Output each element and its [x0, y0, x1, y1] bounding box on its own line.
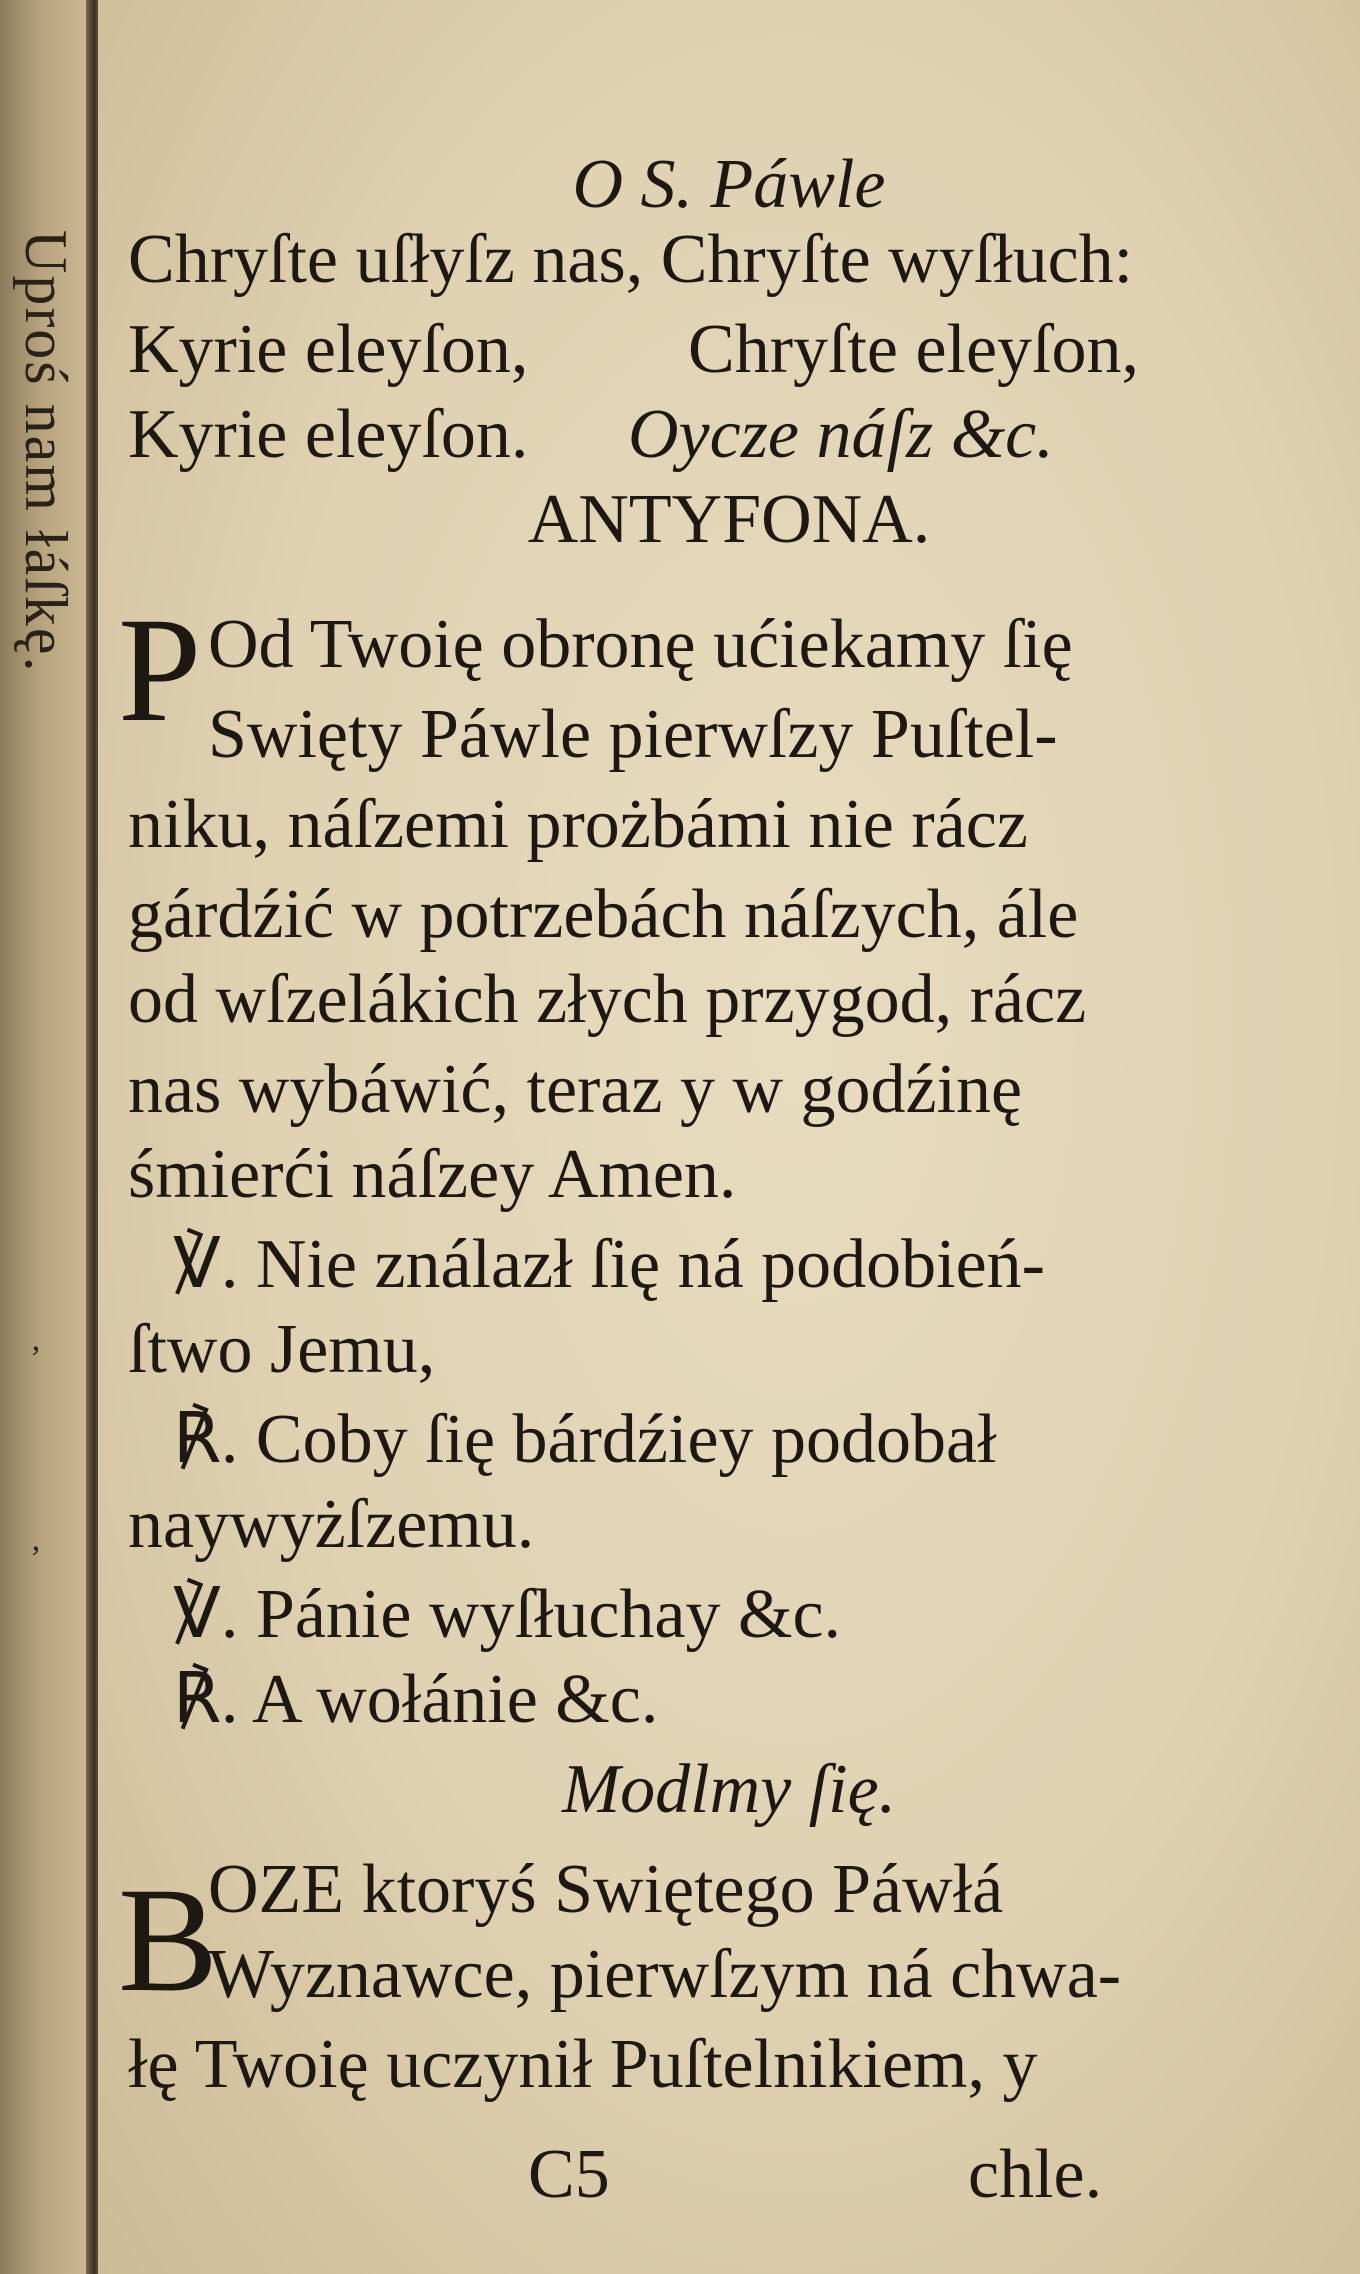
text-line: śmierći náſzey Amen. [128, 1136, 737, 1213]
text-line: Swięty Páwle pierwſzy Puſtel- [208, 696, 1058, 773]
page-text [98, 0, 1360, 2274]
text-line: Wyznawce, pierwſzym ná chwa- [208, 1936, 1122, 2013]
text-line: Kyrie eleyſon. [128, 396, 529, 473]
facing-page-edge [0, 0, 92, 2274]
text-line: Oycze náſz &c. [628, 396, 1054, 473]
page-header: O S. Páwle [572, 146, 886, 223]
margin-mark: ʼ [30, 1340, 42, 1377]
text-line: niku, náſzemi prożbámi nie rácz [128, 786, 1028, 863]
text-line: ℣. Nie ználazł ſię ná podobień- [173, 1226, 1045, 1303]
text-line: ℟. Coby ſię bárdźiey podobał [173, 1401, 997, 1478]
text-line: Chryſte eleyſon, [688, 311, 1140, 388]
text-line: gárdźić w potrzebách náſzych, ále [128, 876, 1079, 953]
margin-mark: ʼ [30, 1540, 42, 1577]
catchword: chle. [968, 2136, 1103, 2213]
text-line: nas wybáwić, teraz y w godźinę [128, 1051, 1023, 1128]
margin-text: Uproś nam łáſkę. [13, 230, 79, 674]
text-line: Chryſte uſłyſz nas, Chryſte wyſłuch: [128, 221, 1134, 298]
text-line: ℣. Pánie wyſłuchay &c. [173, 1576, 842, 1653]
text-line: od wſzelákich złych przygod, rácz [128, 961, 1087, 1038]
text-line: naywyżſzemu. [128, 1486, 535, 1563]
drop-cap: P [118, 587, 202, 753]
book-page [98, 0, 1360, 2274]
text-line: ſtwo Jemu, [128, 1311, 436, 1388]
section-heading: ANTYFONA. [527, 481, 931, 558]
section-heading: Modlmy ſię. [561, 1751, 897, 1828]
text-line: OZE ktoryś Swiętego Páwłá [208, 1851, 1004, 1928]
drop-cap: B [118, 1857, 219, 2023]
text-line: łę Twoię uczynił Puſtelnikiem, y [128, 2026, 1038, 2103]
text-line: Od Twoię obronę ućiekamy ſię [208, 606, 1073, 683]
signature-mark: C5 [528, 2136, 610, 2213]
text-line: ℟. A wołánie &c. [173, 1661, 659, 1738]
text-line: Kyrie eleyſon, [128, 311, 529, 388]
